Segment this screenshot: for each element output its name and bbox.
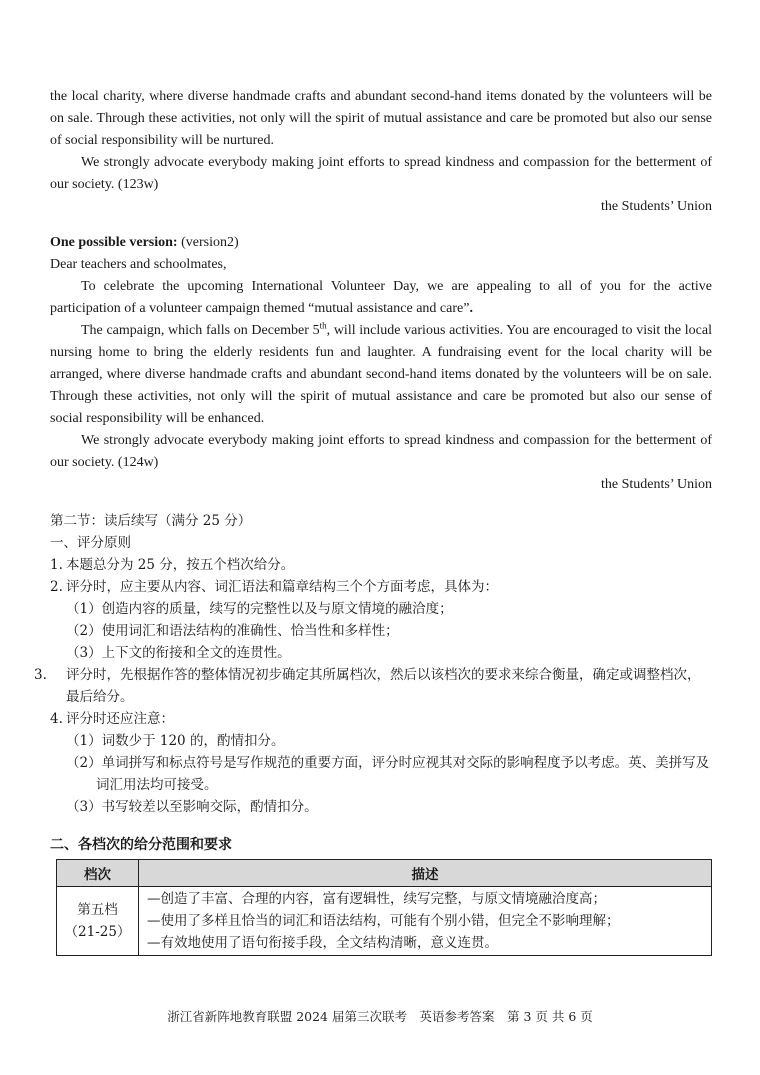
item-text: 评分时，先根据作答的整体情况初步确定其所属档次，然后以该档次的要求来综合衡量，确定或调整档次，最后给分。 — [66, 667, 701, 705]
essay-v2-paragraph-1 — [50, 276, 712, 320]
header-description: 描述 — [139, 860, 712, 887]
spacer — [50, 818, 712, 826]
item-number: 4. — [50, 711, 63, 727]
level-cell — [57, 887, 139, 956]
level-range: （21-25） — [64, 924, 131, 940]
item-number: 2. — [50, 579, 63, 595]
principle-item-3 — [34, 664, 712, 708]
essay-v2-signature: the Students’ Union — [601, 477, 712, 492]
essay-v1-signature: the Students’ Union — [601, 199, 712, 214]
description-line: —使用了多样且恰当的词汇和语法结构，可能有个别小错，但完全不影响理解； — [147, 913, 620, 929]
header-level: 档次 — [57, 860, 139, 887]
item-number: 3. — [34, 667, 47, 683]
essay-v2-p2-text-a: The campaign, which falls on December 5 — [81, 323, 320, 338]
spacer — [50, 496, 712, 510]
item-text: 评分时还应注意： — [66, 711, 174, 727]
item4-sub-1: （1）词数少于 120 的，酌情扣分。 — [66, 733, 285, 749]
principle-item-2 — [50, 576, 712, 598]
essay-v2-p1-text: To celebrate the upcoming International Volunteer Day, we are appealing to all of you for the active participation of a volunteer campaign themed “mutual assistance and care” — [50, 279, 712, 316]
grade-table-header-row — [57, 860, 712, 887]
essay-v2-greeting: Dear teachers and schoolmates, — [50, 257, 227, 272]
essay-v2-p2-sup: th — [319, 320, 327, 331]
page-content — [34, 86, 712, 956]
item-number: 1. — [50, 557, 63, 573]
table-row — [57, 887, 712, 956]
principles-heading: 一、评分原则 — [50, 535, 131, 551]
essay-v2-paragraph-2 — [50, 320, 712, 430]
version2-label: One possible version: — [50, 235, 178, 250]
item-text: 本题总分为 25 分，按五个档次给分。 — [66, 557, 295, 573]
essay-v1-paragraph-continued: the local charity, where diverse handmade crafts and abundant second-hand items donated by the volunteers will be on sale. Through these activities, not only will the spirit of mutual assistance and care be promoted but also our sense of social responsibility will be nurtured. — [50, 89, 712, 148]
principle-item-4 — [50, 708, 712, 730]
item2-sub-3: （3）上下文的衔接和全文的连贯性。 — [66, 645, 291, 661]
spacer — [50, 826, 712, 834]
item2-sub-2: （2）使用词汇和语法结构的准确性、恰当性和多样性； — [66, 623, 399, 639]
essay-v2-p1-period: . — [469, 301, 473, 316]
version2-heading — [50, 232, 712, 254]
item4-sub-2: （2）单词拼写和标点符号是写作规范的重要方面，评分时应视其对交际的影响程度予以考虑。英、美拼写及词汇用法均可接受。 — [66, 755, 710, 793]
section2-title: 第二节：读后续写（满分 25 分） — [50, 513, 252, 529]
spacer — [50, 218, 712, 232]
item4-sub-3: （3）书写较差以至影响交际，酌情扣分。 — [66, 799, 318, 815]
version2-label-suffix: (version2) — [177, 235, 239, 250]
description-cell — [139, 887, 712, 956]
description-line: —有效地使用了语句衔接手段，全文结构清晰，意义连贯。 — [147, 935, 498, 951]
level-name: 第五档 — [77, 902, 118, 918]
essay-v2-paragraph-3: We strongly advocate everybody making joint efforts to spread kindness and compassion for the betterment of our society. (124w) — [50, 433, 712, 470]
grade-table — [56, 859, 712, 956]
principle-item-1 — [50, 554, 712, 576]
page-footer: 浙江省新阵地教育联盟 2024 届第三次联考 英语参考答案 第 3 页 共 6 页 — [167, 1009, 593, 1024]
essay-v2-p2-text-b: , will include various activities. You are encouraged to visit the local nursing home to bring the elderly residents fun and laughter. A fundraising event for the local charity will be arranged, where diverse handmade crafts and abundant second-hand items donated by the volunteers will be on sale. Through these activities, not only will the spirit of mutual assistance and care be promoted but also our sense of social responsibility will be enhanced. — [50, 323, 712, 426]
item-text: 评分时，应主要从内容、词汇语法和篇章结构三个个方面考虑，具体为： — [66, 579, 498, 595]
essay-v1-closing-paragraph: We strongly advocate everybody making joint efforts to spread kindness and compassion for the betterment of our society. (123w) — [50, 155, 712, 192]
description-line: —创造了丰富、合理的内容，富有逻辑性，续写完整，与原文情境融洽度高； — [147, 891, 606, 907]
grade-ranges-heading: 二、各档次的给分范围和要求 — [50, 837, 232, 853]
item2-sub-1: （1）创造内容的质量，续写的完整性以及与原文情境的融洽度； — [66, 601, 453, 617]
